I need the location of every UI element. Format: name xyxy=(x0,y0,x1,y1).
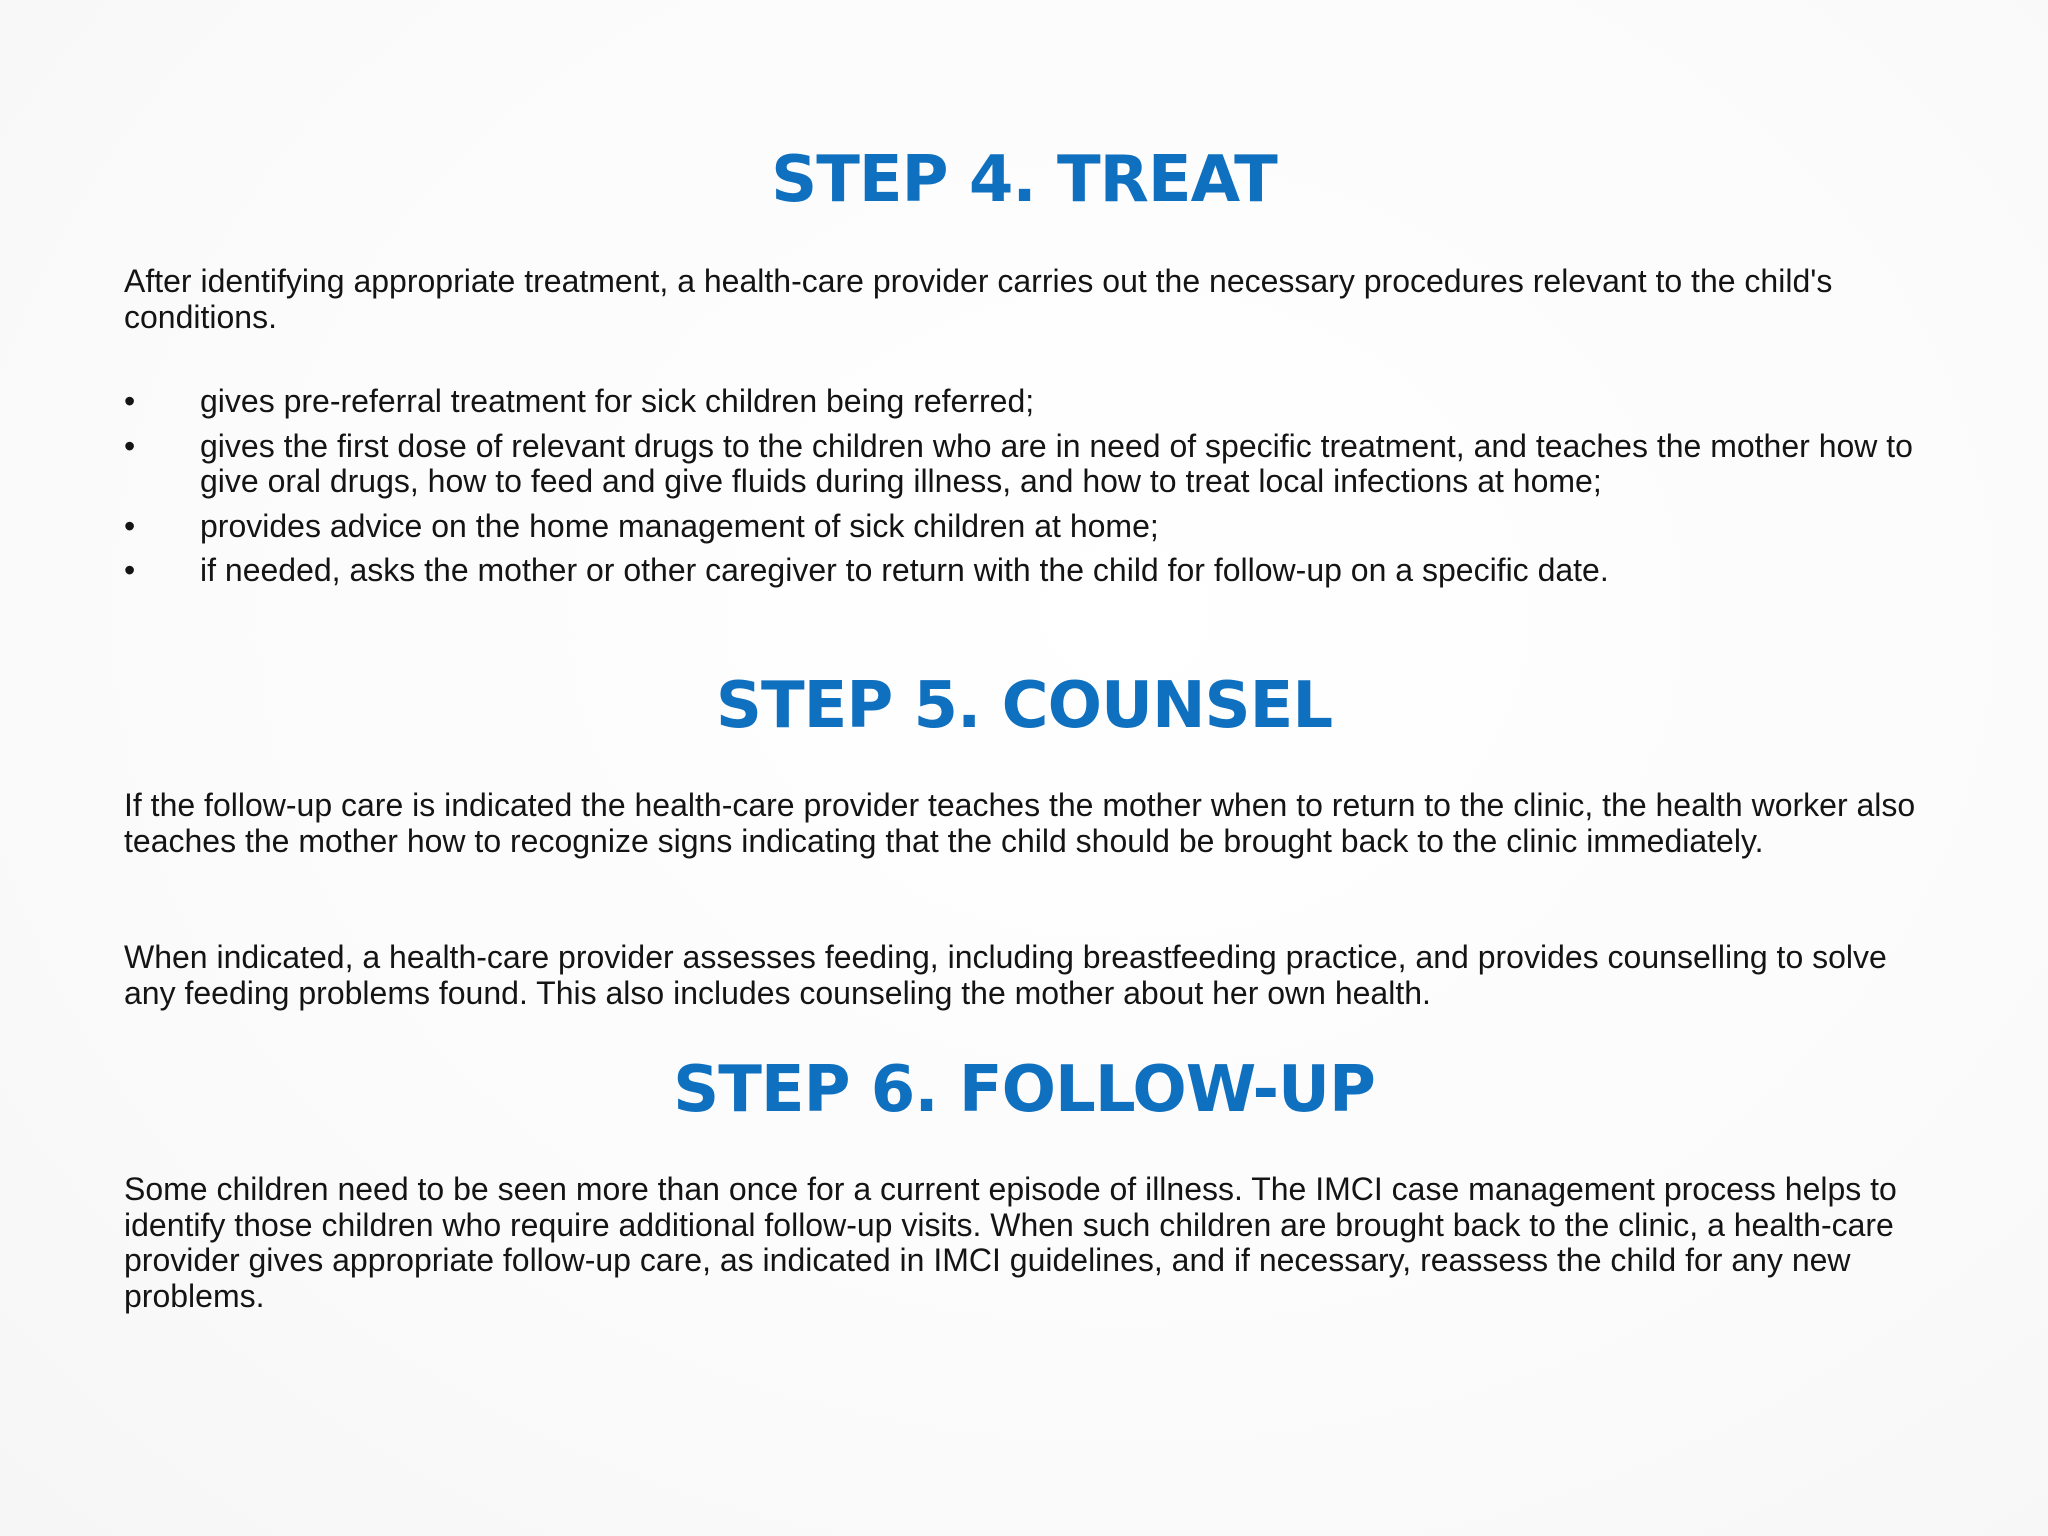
step4-bullet-list xyxy=(124,384,1944,598)
list-item xyxy=(124,429,1944,500)
step4-heading: STEP 4. TREAT xyxy=(771,143,1277,217)
step5-paragraph-1: If the follow-up care is indicated the health-care provider teaches the mother when to return to the clinic, the health worker also teaches the mother how to recognize signs indicating that the child should be brought back to the clinic immediately. xyxy=(124,787,1916,859)
step4-intro-paragraph: After identifying appropriate treatment, a health-care provider carries out the necessary procedures relevant to the child's conditions. xyxy=(124,263,1833,335)
bullet-icon: • xyxy=(124,552,136,588)
list-item-text: gives pre-referral treatment for sick children being referred; xyxy=(200,383,1035,419)
list-item xyxy=(124,509,1944,545)
step6-heading: STEP 6. FOLLOW-UP xyxy=(673,1053,1375,1127)
bullet-icon: • xyxy=(124,383,136,419)
step5-paragraph-2: When indicated, a health-care provider assesses feeding, including breastfeeding practice, and provides counselling to solve any feeding problems found. This also includes counseling the mother about her own health. xyxy=(124,939,1887,1011)
step5-heading: STEP 5. COUNSEL xyxy=(715,669,1333,743)
list-item xyxy=(124,553,1944,589)
list-item xyxy=(124,384,1944,420)
list-item-text: if needed, asks the mother or other caregiver to return with the child for follow-up on a specific date. xyxy=(200,552,1609,588)
bullet-icon: • xyxy=(124,507,136,544)
list-item-text: gives the first dose of relevant drugs to the children who are in need of specific treatment, and teaches the mother how to give oral drugs, how to feed and give fluids during illness, and how to treat local infections at home; xyxy=(200,427,1913,499)
list-item-text: provides advice on the home management of sick children at home; xyxy=(200,507,1159,544)
bullet-icon: • xyxy=(124,427,136,464)
step6-paragraph: Some children need to be seen more than once for a current episode of illness. The IMCI case management process helps to identify those children who require additional follow-up visits. When such children are brought back to the clinic, a health-care provider gives appropriate follow-up care, as indicated in IMCI guidelines, and if necessary, reassess the child for any new problems. xyxy=(124,1171,1897,1314)
